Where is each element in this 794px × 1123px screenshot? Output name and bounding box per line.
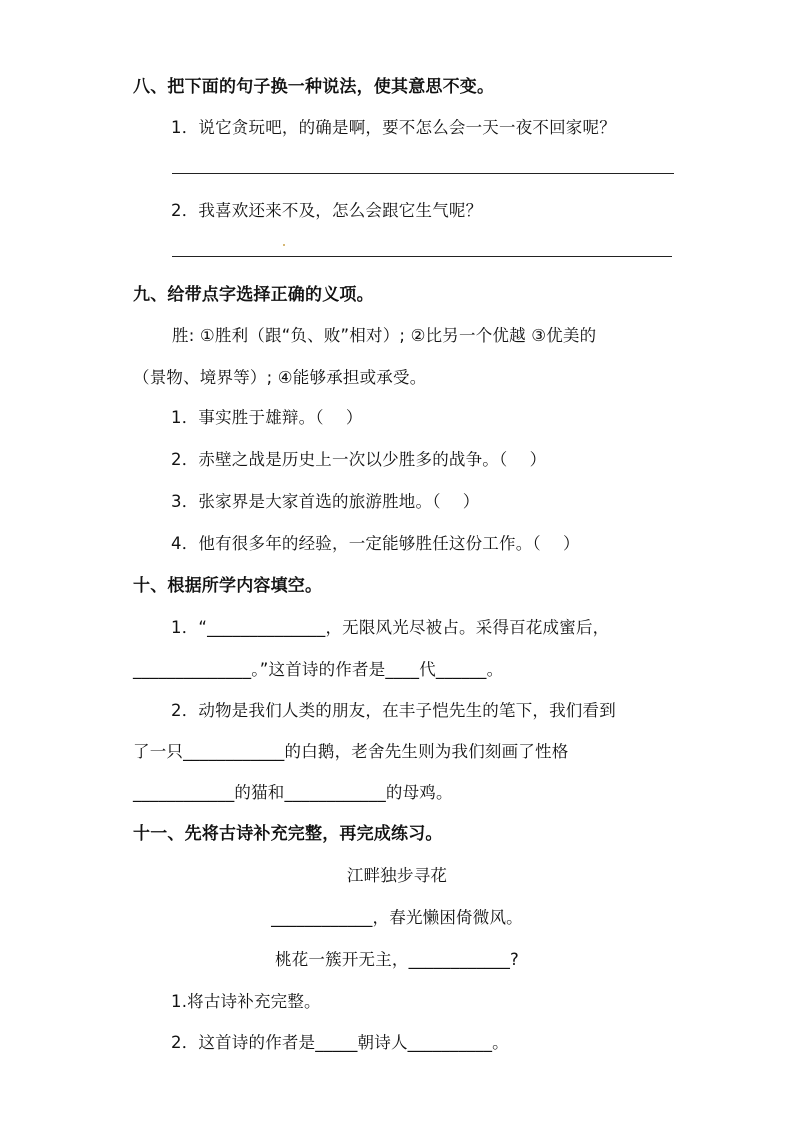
section-11-heading: 十一、先将古诗补充完整，再完成练习。 — [133, 824, 443, 844]
section-10-question-2-line-3: ____________的猫和____________的母鸡。 — [133, 783, 453, 802]
section-9-question-3: 3．张家界是大家首选的旅游胜地。（ ） — [171, 492, 480, 511]
definition-line-1: 胜: ①胜利（跟“负、败”相对）; ②比另一个优越 ③优美的 — [172, 326, 597, 345]
section-8-question-1: 1．说它贪玩吧，的确是啊，要不怎么会一天一夜不回家呢？ — [171, 118, 616, 137]
poem-line-2: 桃花一簇开无主，____________? — [275, 950, 519, 969]
section-8-question-2: 2．我喜欢还来不及，怎么会跟它生气呢？ — [171, 201, 483, 220]
poem-title: 江畔独步寻花 — [346, 866, 448, 885]
section-11-question-1: 1.将古诗补充完整。 — [171, 992, 321, 1011]
stray-dot — [283, 244, 285, 246]
section-10-question-1-line-2: ______________。”这首诗的作者是____代______。 — [133, 660, 504, 679]
section-9-heading: 九、给带点字选择正确的义项。 — [133, 285, 374, 305]
section-10-question-2-line-2: 了一只____________的白鹅，老舍先生则为我们刻画了性格 — [133, 742, 569, 761]
section-9-question-2: 2．赤壁之战是历史上一次以少胜多的战争。（ ） — [171, 450, 547, 469]
section-10-heading: 十、根据所学内容填空。 — [133, 576, 323, 596]
section-10-question-2-line-1: 2．动物是我们人类的朋友，在丰子恺先生的笔下，我们看到 — [171, 701, 616, 720]
answer-line[interactable] — [172, 173, 674, 174]
section-9-question-4: 4．他有很多年的经验，一定能够胜任这份工作。（ ） — [171, 534, 580, 553]
answer-line[interactable] — [172, 256, 672, 257]
section-10-question-1-line-1: 1．“______________，无限风光尽被占。采得百花成蜜后， — [171, 618, 610, 637]
section-8-heading: 八、把下面的句子换一种说法，使其意思不变。 — [133, 77, 495, 97]
section-11-question-2: 2．这首诗的作者是_____朝诗人__________。 — [171, 1033, 509, 1052]
poem-line-1: ____________，春光懒困倚微风。 — [271, 908, 523, 927]
section-9-question-1: 1．事实胜于雄辩。（ ） — [171, 408, 363, 427]
definition-line-2: （景物、境界等）; ④能够承担或承受。 — [133, 368, 427, 387]
